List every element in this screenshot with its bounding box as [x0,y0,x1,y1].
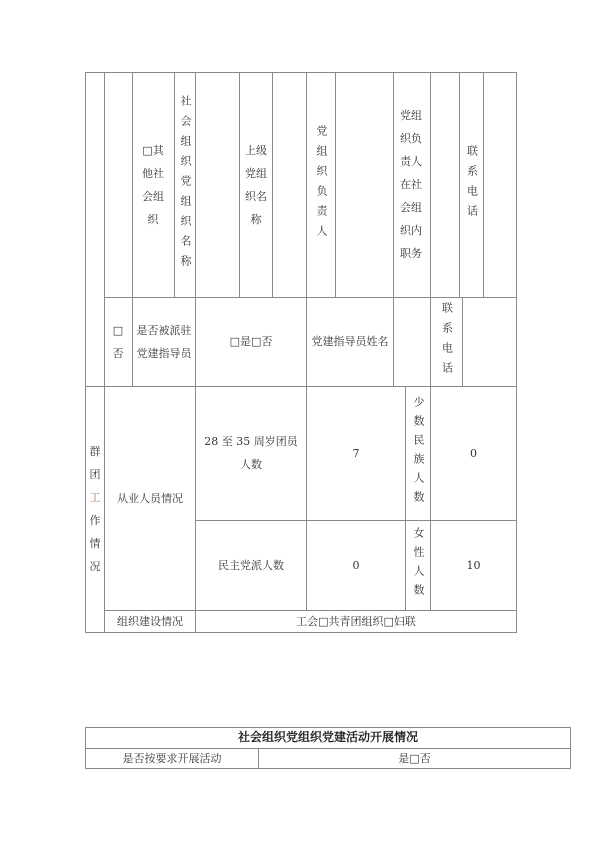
section-char: 团 [89,468,101,481]
org-build-value: 工会□共青团组织□妇联 [296,614,416,628]
instructor-name-value[interactable] [394,297,430,386]
activity-required-label: 是否按要求开展活动 [122,751,222,765]
activity-table-title [86,727,570,748]
col-divider [132,72,133,297]
youth-members-value[interactable] [307,386,405,520]
activity-required-value: 是□否 [398,751,431,765]
section-char-highlight: 工 [89,491,101,504]
party-org-name-label: 社会组织党组织名称 [179,94,192,275]
democratic-party-count: 0 [352,558,360,572]
phone-label: 联系电话 [465,144,479,225]
instructor-phone-label: 联系电话 [440,301,454,382]
youth-members-count: 7 [352,446,360,460]
staff-situation-header [105,386,195,610]
col-divider [393,72,394,297]
youth-members-label: 28 至 35 周岁团员人数 [204,435,298,471]
other-org-option[interactable] [138,72,168,297]
instructor-phone-value[interactable] [463,297,516,386]
instructor-dispatched-value: □是□否 [229,335,273,348]
minority-count: 0 [470,446,477,460]
female-label: 女性人数 [412,527,425,603]
superior-party-org-label: 上级党组织名称 [245,143,267,226]
democratic-party-value[interactable] [307,520,405,610]
democratic-party-header [196,520,306,610]
table-border-right [570,727,571,769]
instructor-name-label: 党建指导员姓名 [311,335,389,348]
section-char: 情 [89,537,101,550]
female-count: 10 [466,558,481,572]
no-option-label: □否 [112,323,124,360]
minority-value[interactable] [431,386,516,520]
minority-header [406,386,430,520]
mass-group-section-label [86,386,104,632]
party-leader-value[interactable] [336,72,393,297]
party-leader-header [307,72,335,297]
minority-label: 少数民族人数 [412,396,425,510]
instructor-dispatched-label: 是否被派驻党建指导员 [136,323,192,360]
leader-position-value[interactable] [431,72,459,297]
female-value[interactable] [431,520,516,610]
col-divider [239,72,240,297]
democratic-party-label: 民主党派人数 [218,558,284,572]
section-char: 况 [89,560,101,573]
party-leader-label: 党组织负责人 [315,124,328,245]
org-build-checkboxes[interactable] [196,610,516,632]
superior-party-org-value[interactable] [273,72,306,297]
no-option[interactable] [110,297,126,386]
org-build-label: 组织建设情况 [117,614,183,628]
phone-header [460,72,483,297]
youth-members-header [200,386,302,520]
phone-value[interactable] [484,72,516,297]
instructor-phone-header [431,297,462,386]
female-header [406,520,430,610]
party-org-name-value[interactable] [196,72,239,297]
section-char: 作 [89,514,101,527]
party-org-name-header [175,72,195,297]
leader-position-label: 党组织负责人在社会组织内职务 [400,109,422,260]
instructor-name-header [307,297,393,386]
instructor-dispatched-header [136,297,192,386]
activity-required-header [86,748,258,768]
activity-title-text: 社会组织党组织党建活动开展情况 [237,730,418,744]
org-build-header [105,610,195,632]
leader-position-header [398,72,424,297]
section-char: 群 [89,445,101,458]
superior-party-org-header [243,72,269,297]
activity-required-checkbox[interactable] [259,748,570,768]
staff-situation-label: 从业人员情况 [117,491,183,505]
instructor-dispatched-checkbox[interactable] [196,297,306,386]
other-org-label: □其他社会组织 [142,143,164,226]
col-divider [132,297,133,386]
table-border-right [516,72,517,633]
